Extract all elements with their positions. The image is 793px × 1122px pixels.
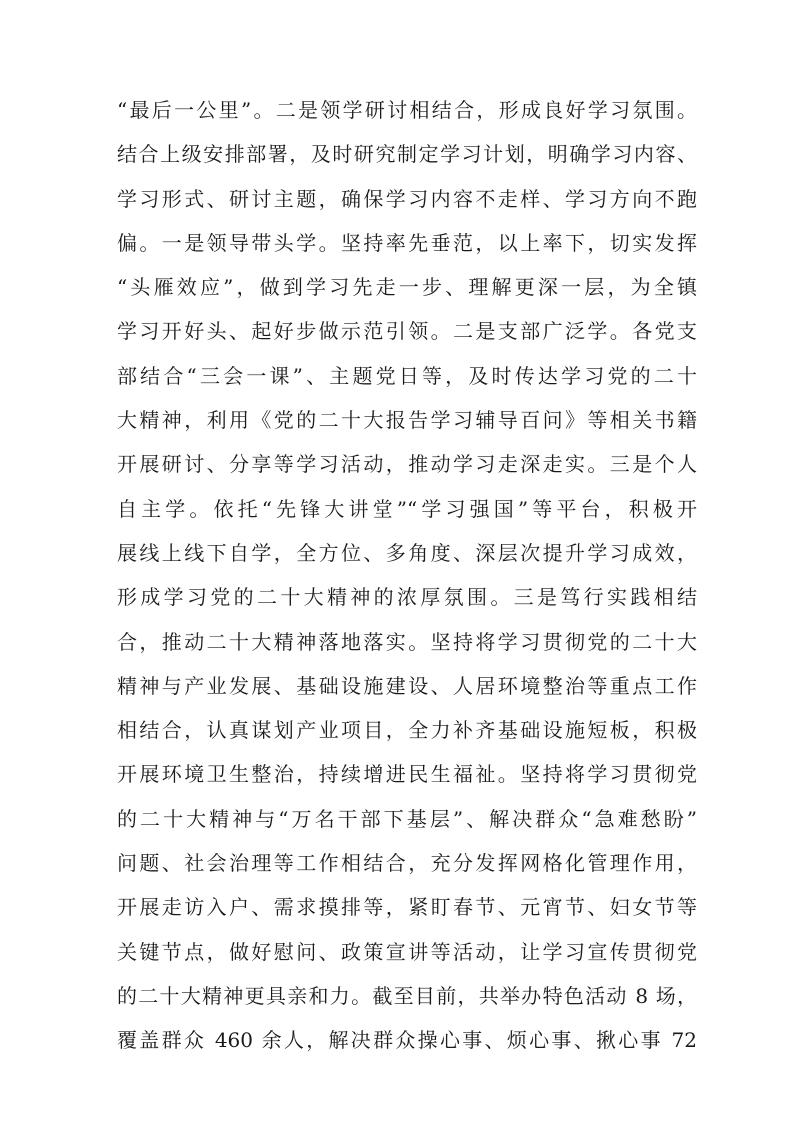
text-line: 的二十大精神与“万名干部下基层”、解决群众“急难愁盼” <box>117 806 697 831</box>
text-line: 合，推动二十大精神落地落实。坚持将学习贯彻党的二十大 <box>117 629 697 654</box>
text-line: 偏。一是领导带头学。坚持率先垂范，以上率下，切实发挥 <box>117 230 697 255</box>
text-line: 问题、社会治理等工作相结合，充分发挥网格化管理作用， <box>117 851 697 876</box>
text-line: 关键节点，做好慰问、政策宣讲等活动，让学习宣传贯彻党 <box>117 939 697 964</box>
text-line: 精神与产业发展、基础设施建设、人居环境整治等重点工作 <box>117 673 697 698</box>
text-line: 开展环境卫生整治，持续增进民生福祉。坚持将学习贯彻党 <box>117 762 697 787</box>
text-line: “头雁效应”，做到学习先走一步、理解更深一层，为全镇 <box>117 275 697 300</box>
text-line: 覆盖群众 460 余人，解决群众操心事、烦心事、揪心事 72 <box>117 1028 697 1053</box>
text-line: “最后一公里”。二是领学研讨相结合，形成良好学习氛围。 <box>117 98 697 122</box>
text-line: 部结合“三会一课”、主题党日等，及时传达学习党的二十 <box>117 363 697 388</box>
text-line: 学习形式、研讨主题，确保学习内容不走样、学习方向不跑 <box>117 186 697 211</box>
text-line: 大精神，利用《党的二十大报告学习辅导百问》等相关书籍 <box>117 408 697 433</box>
text-line: 学习开好头、起好步做示范引领。二是支部广泛学。各党支 <box>117 319 697 344</box>
text-line: 结合上级安排部署，及时研究制定学习计划，明确学习内容、 <box>117 142 697 167</box>
text-line: 的二十大精神更具亲和力。截至目前，共举办特色活动 8 场， <box>117 983 697 1008</box>
body-text <box>117 88 697 1063</box>
text-line: 展线上线下自学，全方位、多角度、深层次提升学习成效， <box>117 540 697 565</box>
text-line: 开展研讨、分享等学习活动，推动学习走深走实。三是个人 <box>117 452 697 477</box>
text-line: 形成学习党的二十大精神的浓厚氛围。三是笃行实践相结 <box>117 585 697 610</box>
text-line: 自主学。依托“先锋大讲堂”“学习强国”等平台，积极开 <box>117 496 697 521</box>
text-line: 相结合，认真谋划产业项目，全力补齐基础设施短板，积极 <box>117 718 697 743</box>
text-line: 开展走访入户、需求摸排等，紧盯春节、元宵节、妇女节等 <box>117 895 697 920</box>
